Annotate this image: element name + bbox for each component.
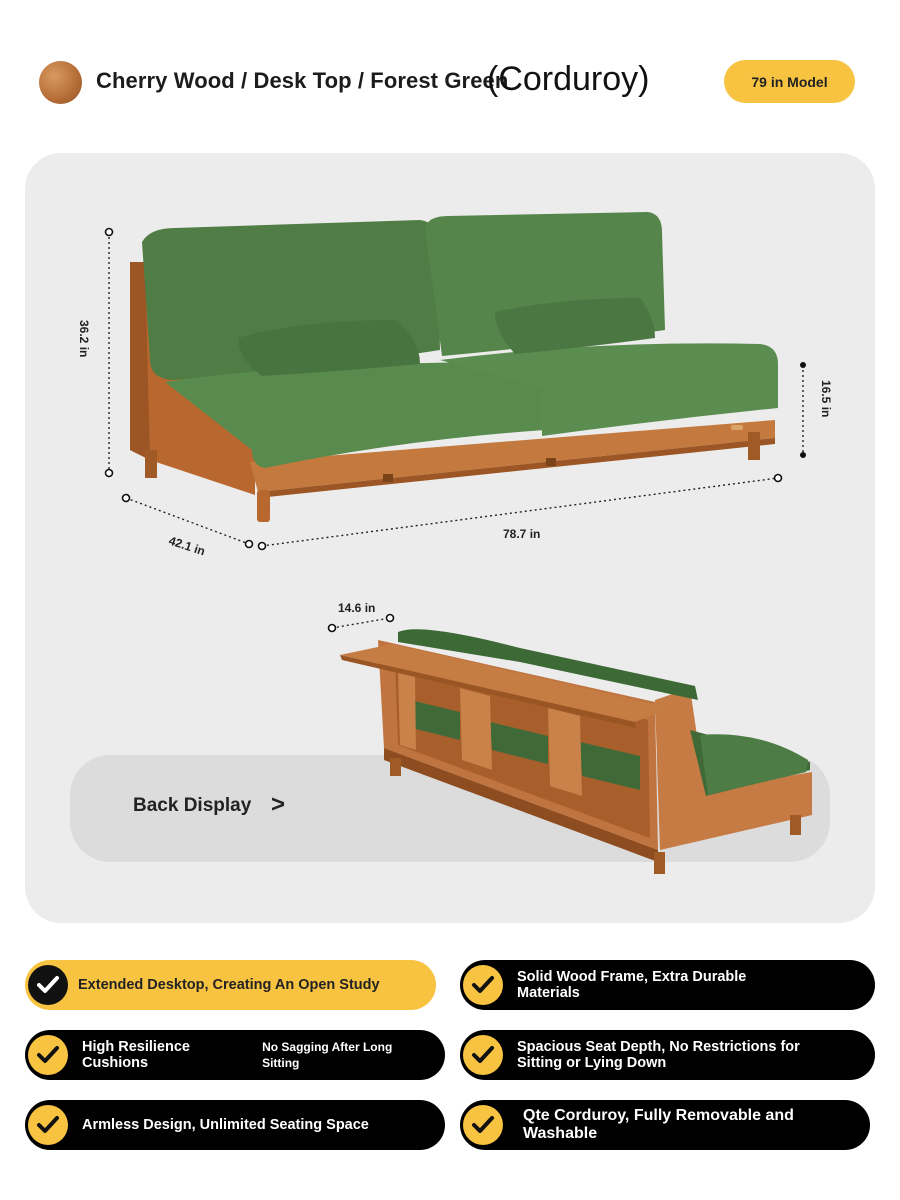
- product-variant-title: Cherry Wood / Desk Top / Forest Green: [96, 68, 509, 93]
- feature-text: Qte Corduroy, Fully Removable and Washable: [523, 1107, 794, 1142]
- feature-text: Armless Design, Unlimited Seating Space: [82, 1117, 369, 1133]
- checkmark-icon: [28, 1035, 68, 1075]
- depth-dimension-label: 42.1 in: [167, 533, 207, 559]
- feature-extended-desktop: [25, 960, 436, 1010]
- checkmark-icon: [463, 1035, 503, 1075]
- seat-height-dimension-label: 16.5 in: [819, 380, 833, 418]
- feature-text: Solid Wood Frame, Extra Durable Materials: [517, 969, 747, 1001]
- feature-armless-design: [25, 1100, 445, 1150]
- feature-resilience-cushions: [25, 1030, 445, 1080]
- model-badge[interactable]: 79 in Model: [724, 60, 855, 103]
- feature-spacious-seat: [460, 1030, 875, 1080]
- back-sofa-image: [340, 629, 812, 874]
- feature-text: Extended Desktop, Creating An Open Study: [78, 977, 380, 993]
- front-sofa-image: [130, 212, 778, 522]
- height-dimension-label: 36.2 in: [77, 320, 91, 358]
- product-variant-suffix: (Corduroy): [487, 60, 650, 98]
- back-display-label: Back Display: [133, 795, 252, 816]
- width-dimension-label: 78.7 in: [503, 527, 541, 541]
- feature-removable-corduroy: [460, 1100, 870, 1150]
- chevron-right-icon: >: [271, 791, 286, 818]
- checkmark-icon: [28, 1105, 68, 1145]
- feature-text: Spacious Seat Depth, No Restrictions for Sitting or Lying Down: [517, 1039, 800, 1071]
- feature-text: [82, 1030, 445, 1080]
- feature-main-text: High Resilience Cushions: [82, 1039, 190, 1071]
- feature-solid-wood-frame: [460, 960, 875, 1010]
- checkmark-icon: [28, 965, 68, 1005]
- feature-sub-text: No Sagging After Long Sitting: [262, 1040, 393, 1070]
- desk-depth-dimension-label: 14.6 in: [338, 601, 376, 615]
- checkmark-icon: [463, 1105, 503, 1145]
- checkmark-icon: [463, 965, 503, 1005]
